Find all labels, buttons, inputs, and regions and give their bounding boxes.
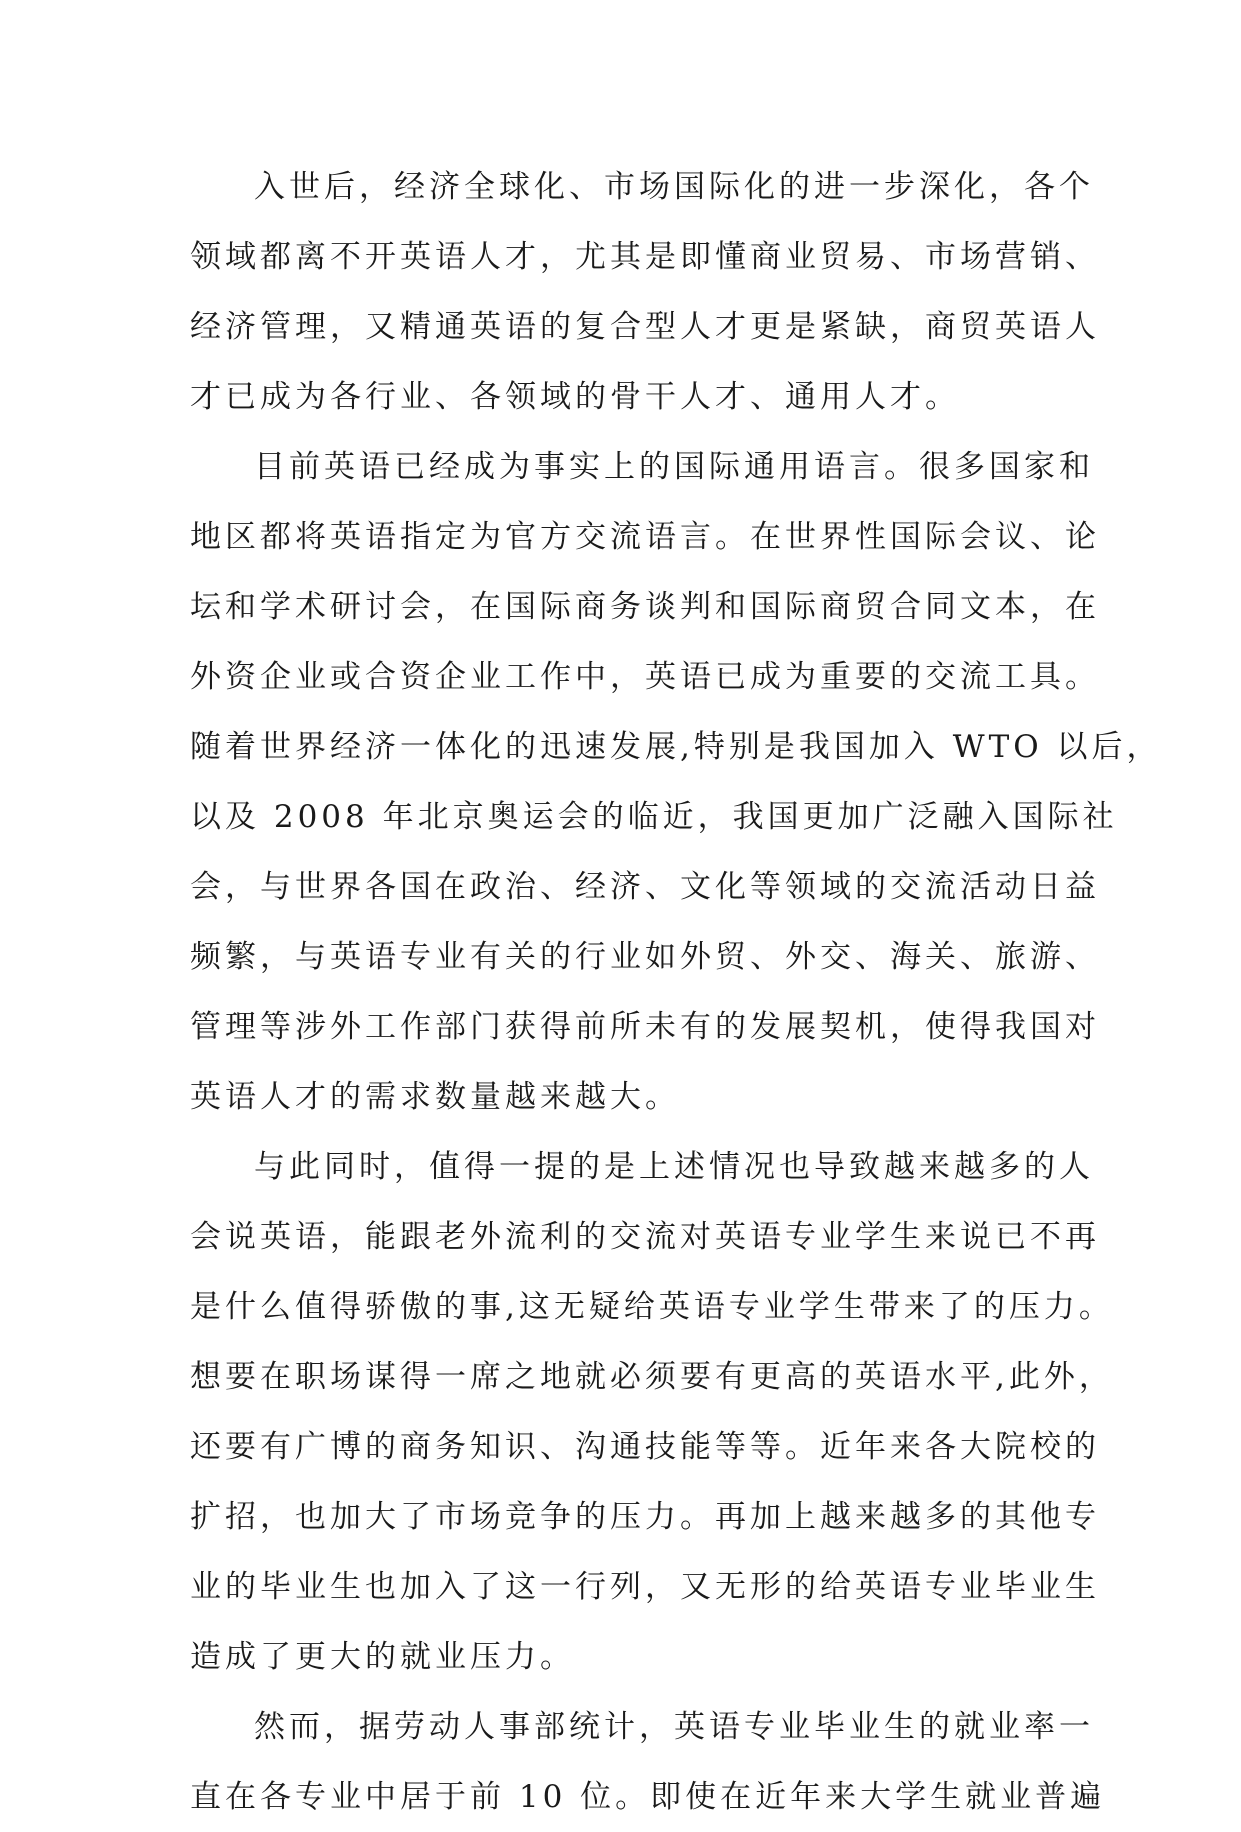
text-line: 频繁，与英语专业有关的行业如外贸、外交、海关、旅游、	[190, 939, 1100, 975]
text-line: 目前英语已经成为事实上的国际通用语言。很多国家和	[254, 449, 1094, 485]
text-line: 领域都离不开英语人才，尤其是即懂商业贸易、市场营销、	[190, 239, 1100, 275]
text-line: 与此同时，值得一提的是上述情况也导致越来越多的人	[254, 1149, 1094, 1185]
text-line: 外资企业或合资企业工作中，英语已成为重要的交流工具。	[190, 659, 1100, 695]
paragraph-4	[190, 1692, 1106, 1832]
text-line: 坛和学术研讨会，在国际商务谈判和国际商贸合同文本，在	[190, 589, 1100, 625]
text-line: 然而，据劳动人事部统计，英语专业毕业生的就业率一	[254, 1709, 1094, 1745]
text-line: 是什么值得骄傲的事,这无疑给英语专业学生带来了的压力。	[190, 1289, 1114, 1325]
paragraph-1	[190, 152, 1100, 432]
text-line: 业的毕业生也加入了这一行列，又无形的给英语专业毕业生	[190, 1569, 1100, 1605]
text-line: 还要有广博的商务知识、沟通技能等等。近年来各大院校的	[190, 1429, 1100, 1465]
paragraph-3	[190, 1132, 1114, 1692]
text-line: 地区都将英语指定为官方交流语言。在世界性国际会议、论	[190, 519, 1100, 555]
text-line: 英语人才的需求数量越来越大。	[190, 1079, 680, 1115]
paragraph-2	[190, 432, 1162, 1132]
text-line: 直在各专业中居于前 10 位。即使在近年来大学生就业普遍	[190, 1779, 1106, 1815]
text-line: 随着世界经济一体化的迅速发展,特别是我国加入 WTO 以后，	[190, 729, 1162, 765]
text-line: 以及 2008 年北京奥运会的临近，我国更加广泛融入国际社	[190, 799, 1118, 835]
text-line: 经济管理，又精通英语的复合型人才更是紧缺，商贸英语人	[190, 309, 1100, 345]
text-line: 会，与世界各国在政治、经济、文化等领域的交流活动日益	[190, 869, 1100, 905]
text-line: 想要在职场谋得一席之地就必须要有更高的英语水平,此外，	[190, 1359, 1114, 1395]
text-line: 扩招，也加大了市场竞争的压力。再加上越来越多的其他专	[190, 1499, 1100, 1535]
text-line: 造成了更大的就业压力。	[190, 1639, 575, 1675]
text-line: 会说英语，能跟老外流利的交流对英语专业学生来说已不再	[190, 1219, 1100, 1255]
text-line: 入世后，经济全球化、市场国际化的进一步深化，各个	[254, 169, 1094, 205]
text-line: 管理等涉外工作部门获得前所未有的发展契机，使得我国对	[190, 1009, 1100, 1045]
body-text	[190, 152, 1162, 1832]
text-line: 才已成为各行业、各领域的骨干人才、通用人才。	[190, 379, 960, 415]
